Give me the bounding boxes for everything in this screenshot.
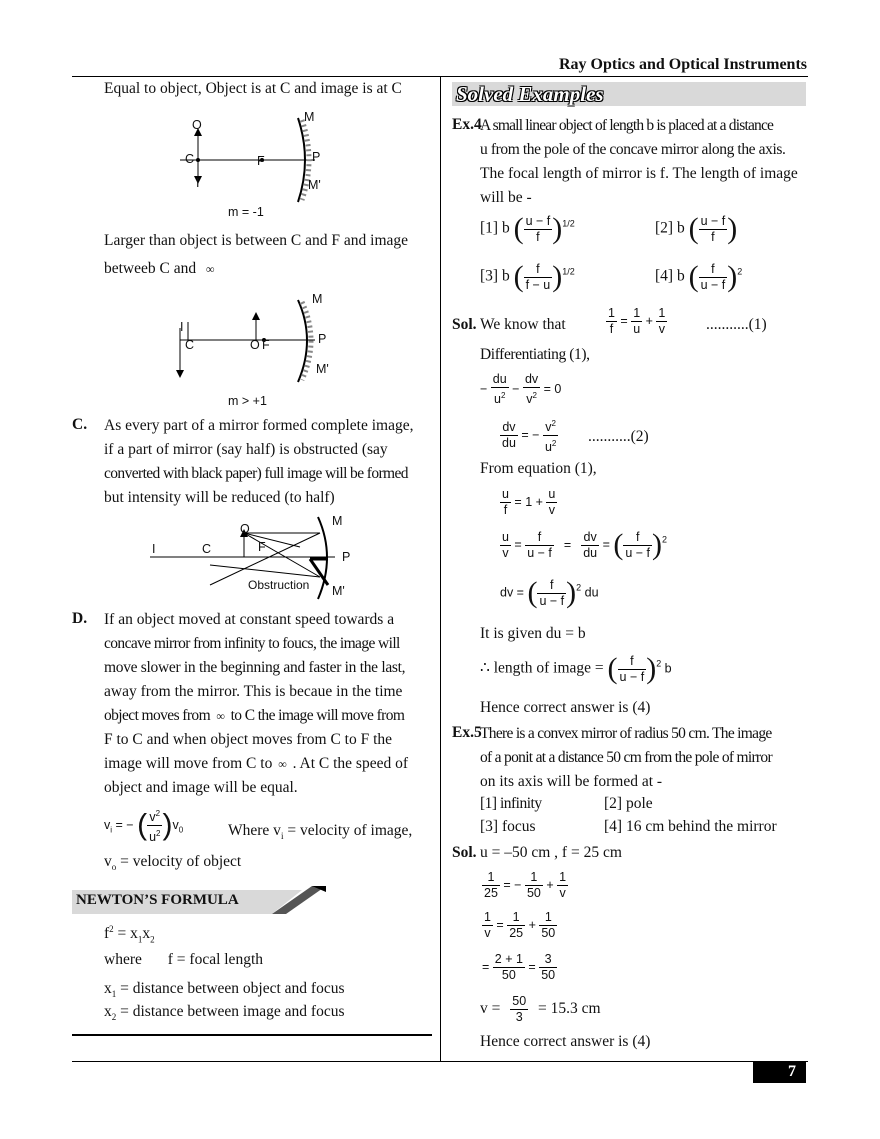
d-line-5a: object moves from (104, 707, 211, 724)
larger-line-1: Larger than object is between C and F and image (104, 232, 409, 249)
c-line-3: converted with black paper) full image will be formed (104, 465, 408, 482)
c-line-2: if a part of mirror (say half) is obstructed (say (104, 441, 388, 458)
d-line-2: concave mirror from infinity to foucs, the image will (104, 635, 400, 652)
fig2-label-p: P (318, 332, 327, 346)
where-velocity-image: Where $v_i$ = velocity of image, (228, 822, 413, 842)
given-du: It is given du = b (480, 625, 586, 642)
ex4-label: Ex.4 (452, 116, 482, 133)
running-header: Ray Optics and Optical Instruments (558, 56, 807, 73)
ex4-option-2[interactable]: [2] b ( $\frac{u - f}{f}$ ) (655, 212, 738, 245)
ex5-option-1[interactable]: [1] infinity (480, 795, 542, 812)
d-line-4: away from the mirror. This is becaue in the time (104, 683, 403, 700)
velocity-object: $v_o$ = velocity of object (104, 853, 242, 873)
page-number: 7 (788, 1063, 796, 1080)
ex5-option-4[interactable]: [4] 16 cm behind the mirror (604, 818, 777, 835)
sol5-result: v = $\frac{50}{3}$ = 15.3 cm (480, 994, 601, 1024)
ex4-line-2: u from the pole of the concave mirror along the axis. (480, 141, 786, 158)
d-line-8: object and image will be equal. (104, 779, 298, 796)
fig2-label-mprime: M' (316, 362, 329, 376)
ex4-option-3[interactable]: [3] b ( $\frac{f}{f - u}$ )$^{1/2}$ (480, 260, 575, 293)
fig3-label-m: M (332, 514, 343, 528)
length-of-image: ∴ length of image = ( $\frac{f}{u - f}$ )$^2$ b (480, 652, 672, 685)
fig1-label-m: M (304, 110, 315, 124)
infinity-symbol-2: ∞ (216, 709, 225, 723)
fig1-label-mprime: M' (308, 178, 321, 192)
sol5-eq-2: $\frac{1}{v}$ = $\frac{1}{25}$ + $\frac{1}{50}$ (484, 910, 556, 940)
eq1-tag: ...........(1) (706, 316, 767, 333)
c-line-4: but intensity will be reduced (to half) (104, 489, 335, 506)
fig3-label-f: F (258, 540, 266, 554)
infinity-symbol-3: ∞ (278, 757, 287, 771)
ex5-line-3: on its axis will be formed at - (480, 773, 663, 790)
d-line-5 (104, 704, 434, 728)
fig3-obstruction-label: Obstruction (248, 578, 310, 592)
newton-title: NEWTON’S FORMULA (76, 892, 239, 908)
ex4-question (480, 114, 810, 210)
d-line-6: F to C and when object moves from C to F the (104, 731, 393, 748)
d-line-7a: image will move from C to (104, 755, 273, 772)
fig1-label-i: I (196, 176, 200, 190)
point-d-text (104, 608, 434, 800)
fig2-label-i: I (180, 320, 184, 334)
left-bottom-rule (72, 1034, 432, 1036)
mirror-formula: $\frac{1}{f}$ = $\frac{1}{u}$ + $\frac{1}{v}$ (608, 306, 666, 336)
v2-over-u2: $\frac{v^2}{u^2}$ (147, 806, 162, 845)
ex4-line-3: The focal length of mirror is f. The length of image (480, 165, 798, 182)
footer-rule (72, 1061, 808, 1062)
fig3-label-i: I (152, 542, 156, 556)
solved-examples-banner: Solved Examples (452, 82, 806, 106)
larger-line-2-text: betweeb C and (104, 260, 197, 277)
sol5-eq-3: = $\frac{2 + 1}{50}$ = $\frac{3}{50}$ (482, 952, 556, 982)
d-line-3: move slower in the beginning and faster in the last, (104, 659, 406, 676)
fig2-label-c: C (185, 338, 195, 352)
eq2-tag: ...........(2) (588, 428, 649, 445)
u-over-v-eq: $\frac{u}{v}$ = $\frac{f}{u - f}$ = $\frac{dv}{du}$ = ( $\frac{f}{u - f}$ )$^2$ (502, 528, 668, 561)
sol4-know: We know that (480, 316, 566, 333)
fig1-caption: m = -1 (228, 205, 264, 219)
sol5-given: u = –50 cm , f = 25 cm (480, 844, 622, 861)
dv-du-eq: $\frac{dv}{du}$ = − $\frac{v^2}{u^2}$ (500, 416, 558, 455)
newton-x1-def: $x_1$ = distance between object and focus (104, 980, 345, 1000)
fig2-label-f: F (262, 338, 270, 352)
ex5-answer: Hence correct answer is (4) (480, 1033, 651, 1050)
equal-object-text: Equal to object, Object is at C and image is at C (104, 80, 402, 97)
diff-eq: − $\frac{du}{u^2}$ − $\frac{dv}{v^2}$ = 0 (480, 372, 562, 407)
fig3-label-o: O (240, 522, 250, 536)
ex4-answer: Hence correct answer is (4) (480, 699, 651, 716)
fig1-label-p: P (312, 150, 321, 164)
differentiating: Differentiating (1), (480, 346, 590, 363)
d-line-7 (104, 752, 434, 776)
ex5-question (480, 722, 810, 794)
fig3-label-c: C (202, 542, 212, 556)
d-line-7b: . At C the speed of (292, 755, 409, 772)
ex5-label: Ex.5 (452, 724, 482, 741)
from-equation: From equation (1), (480, 460, 597, 477)
c-line-1: As every part of a mirror formed complete image, (104, 417, 414, 434)
fig1-label-o: O (192, 118, 202, 132)
point-c-text (104, 414, 434, 510)
d-line-5b: to C the image will move from (230, 707, 405, 724)
u-over-f-eq: $\frac{u}{f}$ = 1 + $\frac{u}{v}$ (502, 487, 556, 517)
ex5-option-2[interactable]: [2] pole (604, 795, 653, 812)
larger-line-2 (104, 260, 215, 278)
sol5-eq-1: $\frac{1}{25}$ = − $\frac{1}{50}$ + $\frac{1}{v}$ (484, 870, 567, 900)
point-c-label: C. (72, 416, 88, 433)
ex5-option-3[interactable]: [3] focus (480, 818, 536, 835)
fig2-label-o: O (250, 338, 260, 352)
ex5-line-1: There is a convex mirror of radius 50 cm. The image (480, 725, 772, 742)
fig3-label-mprime: M' (332, 584, 345, 598)
fig2-label-m: M (312, 292, 323, 306)
sol4-label: Sol. (452, 316, 477, 333)
dv-eq: dv = ( $\frac{f}{u - f}$ )$^2$ du (500, 576, 599, 609)
fig1-label-c: C (185, 152, 195, 166)
newton-formula: $f^2 = x_1x_2$ (104, 924, 155, 945)
ex4-option-1[interactable]: [1] b ( $\frac{u - f}{f}$ )$^{1/2}$ (480, 212, 575, 245)
velocity-formula: $v_i$ = − ( $\frac{v^2}{u^2}$ )$v_0$ (104, 806, 183, 845)
newton-x2-def: $x_2$ = distance between image and focus (104, 1003, 345, 1023)
infinity-symbol: ∞ (205, 262, 215, 276)
ex4-option-4[interactable]: [4] b ( $\frac{f}{u - f}$ )$^2$ (655, 260, 743, 293)
sol5-label: Sol. (452, 844, 477, 861)
newton-where: where f = focal length (104, 951, 263, 968)
point-d-label: D. (72, 610, 88, 627)
ex5-line-2: of a ponit at a distance 50 cm from the pole of mirror (480, 749, 772, 766)
fig2-caption: m > +1 (228, 394, 267, 408)
fig3-label-p: P (342, 550, 351, 564)
fig1-label-f: F (257, 154, 265, 168)
d-line-1: If an object moved at constant speed towards a (104, 611, 395, 628)
ex4-line-4: will be - (480, 189, 532, 206)
ex4-line-1: A small linear object of length b is placed at a distance (480, 117, 774, 134)
page-number-box (753, 1062, 806, 1083)
column-divider (440, 76, 441, 1062)
